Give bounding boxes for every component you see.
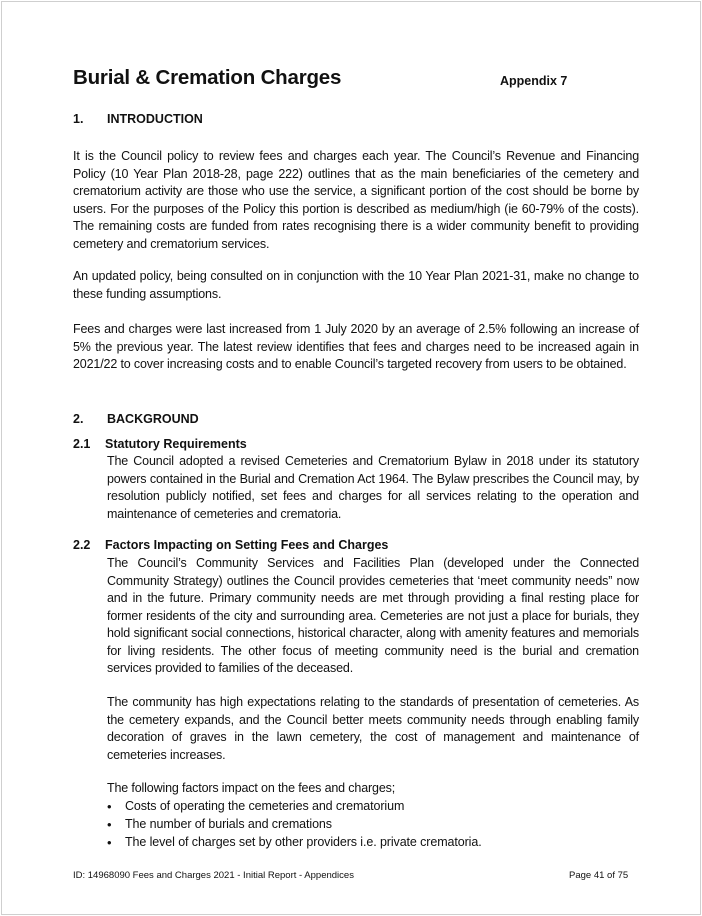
intro-paragraph-2: An updated policy, being consulted on in conjunction with the 10 Year Plan 2021-31, make no change to these funding assumptions.: [73, 269, 639, 301]
section-title: BACKGROUND: [107, 412, 199, 426]
subsection-number: 2.2: [73, 538, 91, 552]
section-title: INTRODUCTION: [107, 112, 203, 126]
bullet-icon: •: [107, 835, 112, 850]
list-item-text: The number of burials and cremations: [125, 817, 332, 831]
appendix-label: Appendix 7: [500, 74, 568, 88]
footer-page-number: Page 41 of 75: [569, 870, 629, 881]
factors-paragraph-2: The community has high expectations relating to the standards of presentation of cemeteries. As the cemetery expands, and the Council better meets community needs through enabling family decoration of graves in the lawn cemetery, the cost of management and maintenance of cemeteries increases.: [107, 695, 639, 762]
footer-document-id: ID: 14968090 Fees and Charges 2021 - Initial Report - Appendices: [73, 870, 354, 881]
bullet-icon: •: [107, 817, 112, 832]
list-item-text: The level of charges set by other providers i.e. private crematoria.: [125, 835, 482, 849]
section-number: 1.: [73, 112, 84, 126]
intro-paragraph-3: Fees and charges were last increased from 1 July 2020 by an average of 2.5% following an increase of 5% the previous year. The latest review identifies that fees and charges need to be increased again in 2021/22 to cover increasing costs and to enable Council’s targeted recovery from users to be obtained.: [73, 322, 639, 371]
intro-paragraph-1: It is the Council policy to review fees and charges each year. The Council’s Revenue and Financing Policy (10 Year Plan 2018-28, page 222) outlines that as the main beneficiaries of the cemetery and crematorium activity are those who use the service, a significant portion of the cost should be borne by users. For the purposes of the Policy this portion is described as medium/high (ie 60-79% of the costs). The remaining costs are funded from rates recognising there is a wider community benefit to providing cemetery and crematorium services.: [73, 149, 639, 251]
subsection-title: Statutory Requirements: [105, 437, 247, 451]
subsection-number: 2.1: [73, 437, 91, 451]
statutory-paragraph: The Council adopted a revised Cemeteries and Crematorium Bylaw in 2018 under its statutory powers contained in the Burial and Cremation Act 1964. The Bylaw prescribes the Council may, by resolution publicly notified, set fees and charges for all services relating to the operation and maintenance of cemeteries and crematoria.: [107, 454, 639, 521]
section-number: 2.: [73, 412, 84, 426]
bullet-icon: •: [107, 799, 112, 814]
list-item-text: Costs of operating the cemeteries and crematorium: [125, 799, 405, 813]
subsection-title: Factors Impacting on Setting Fees and Charges: [105, 538, 389, 552]
factors-list-intro: The following factors impact on the fees and charges;: [107, 781, 396, 795]
factors-paragraph-1: The Council’s Community Services and Facilities Plan (developed under the Connected Community Strategy) outlines the Council provides cemeteries that ‘meet community needs” now and in the future. Primary community needs are met through providing a final resting place for former residents of the city and surrounding area. Cemeteries are not just a place for burials, they hold significant social connections, historical character, along with amenity features and memorials for living residents. The other focus of meeting community need is the burial and cremation services provided to families of the deceased.: [107, 556, 639, 675]
page-title: Burial & Cremation Charges: [73, 66, 342, 89]
